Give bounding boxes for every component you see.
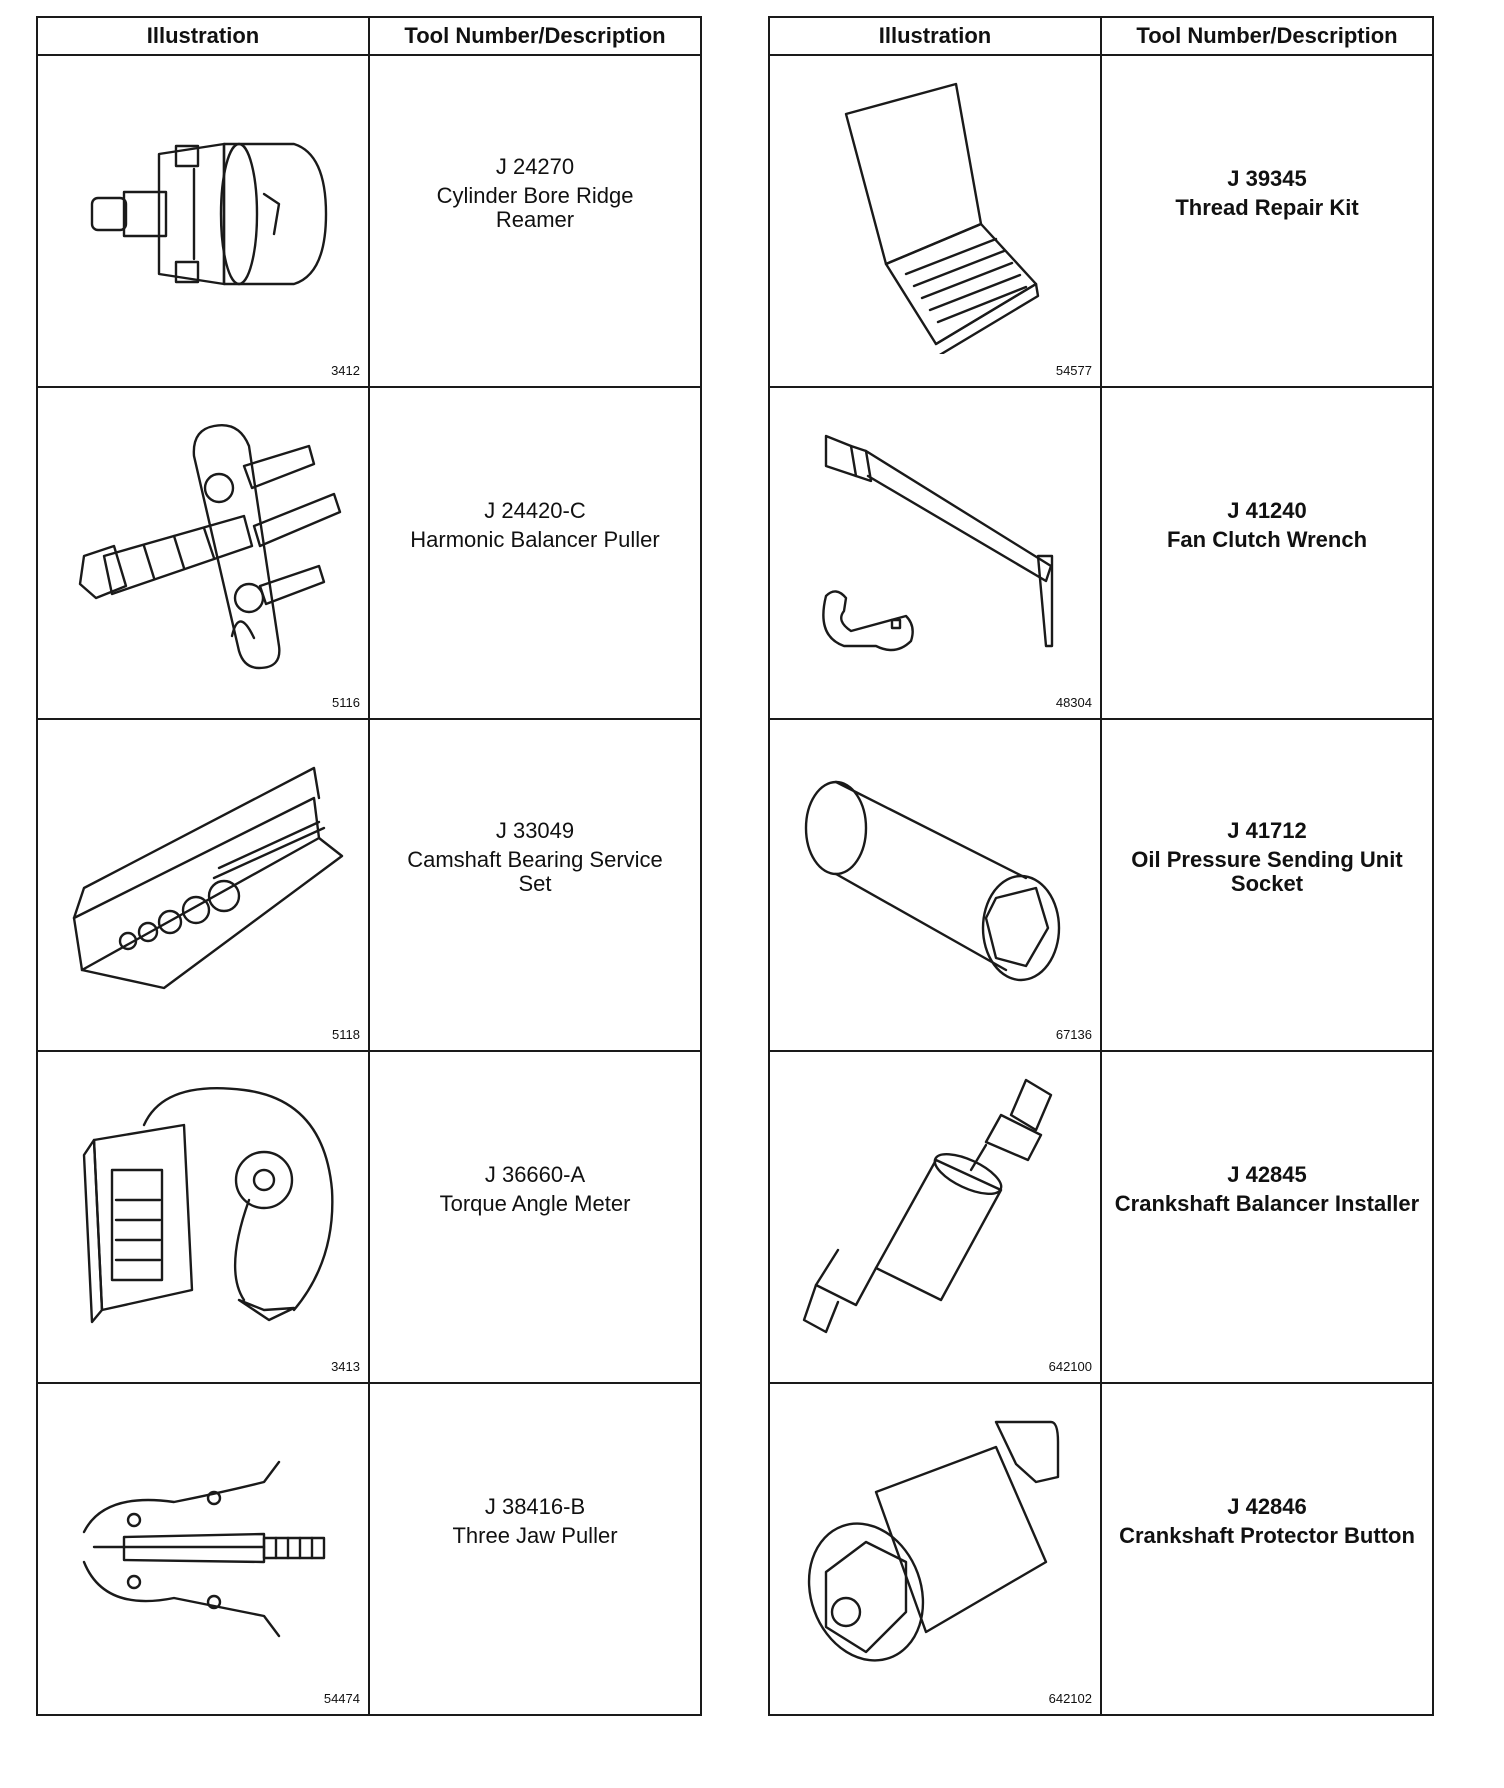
tool-description: Thread Repair Kit [1175,195,1359,220]
tool-number: J 41712 [1227,818,1307,843]
header-row [769,17,1433,55]
description-cell [369,1051,701,1383]
thread-kit-icon [796,74,1076,354]
socket-icon [796,738,1076,1018]
tool-description: Oil Pressure Sending Unit Socket [1131,847,1403,896]
description-cell [1101,1383,1433,1715]
protector-button-icon [796,1402,1076,1682]
figure-number: 3413 [331,1359,360,1374]
table-row [37,719,701,1051]
illustration-cell [37,1051,369,1383]
tool-description: Cylinder Bore Ridge Reamer [436,183,634,232]
figure-number: 54577 [1055,363,1092,378]
illustration-cell [769,719,1101,1051]
description-cell [369,719,701,1051]
tool-description: Crankshaft Protector Button [1119,1523,1415,1548]
header-tool: Tool Number/Description [369,17,701,55]
table-row [37,1383,701,1715]
description-cell [369,387,701,719]
table-row [769,1383,1433,1715]
tool-description: Three Jaw Puller [452,1523,618,1548]
table-row [769,55,1433,387]
illustration-cell [37,55,369,387]
table-row [769,719,1433,1051]
tool-number: J 41240 [1227,498,1307,523]
tool-description: Camshaft Bearing Service Set [407,847,663,896]
jaw-puller-icon [64,1402,344,1682]
tool-number: J 36660-A [484,1162,586,1187]
bearing-set-icon [64,738,344,1018]
header-tool: Tool Number/Description [1101,17,1433,55]
figure-number: 54474 [323,1691,360,1706]
illustration-cell [769,55,1101,387]
illustration-cell [769,387,1101,719]
figure-number: 3412 [331,363,360,378]
tool-number: J 39345 [1227,166,1307,191]
figure-number: 67136 [1055,1027,1092,1042]
tool-number: J 42846 [1227,1494,1307,1519]
description-cell [1101,387,1433,719]
balancer-installer-icon [796,1070,1076,1350]
illustration-cell [37,387,369,719]
balancer-puller-icon [64,406,344,686]
illustration-cell [37,1383,369,1715]
figure-number: 5118 [332,1027,360,1042]
tool-description: Torque Angle Meter [439,1191,631,1216]
tool-description: Harmonic Balancer Puller [410,527,660,552]
tool-number: J 42845 [1227,1162,1307,1187]
tool-description: Fan Clutch Wrench [1166,527,1368,552]
fan-wrench-icon [796,406,1076,686]
header-row [37,17,701,55]
figure-number: 5116 [332,695,360,710]
table-row [37,1051,701,1383]
tool-number: J 24420-C [484,498,586,523]
ridge-reamer-icon [64,74,344,354]
description-cell [1101,1051,1433,1383]
description-cell [1101,55,1433,387]
description-cell [369,55,701,387]
header-illustration: Illustration [37,17,369,55]
illustration-cell [37,719,369,1051]
tools-table-right [768,16,1434,1716]
description-cell [369,1383,701,1715]
description-cell [1101,719,1433,1051]
figure-number: 48304 [1055,695,1092,710]
table-row [37,387,701,719]
table-row [769,1051,1433,1383]
tools-table-left [36,16,702,1716]
table-row [37,55,701,387]
illustration-cell [769,1051,1101,1383]
tool-number: J 33049 [495,818,575,843]
table-row [769,387,1433,719]
tool-description: Crankshaft Balancer Installer [1114,1191,1420,1216]
header-illustration: Illustration [769,17,1101,55]
tool-number: J 24270 [495,154,575,179]
figure-number: 642100 [1048,1359,1092,1374]
torque-meter-icon [64,1070,344,1350]
tool-number: J 38416-B [484,1494,586,1519]
illustration-cell [769,1383,1101,1715]
figure-number: 642102 [1048,1691,1092,1706]
